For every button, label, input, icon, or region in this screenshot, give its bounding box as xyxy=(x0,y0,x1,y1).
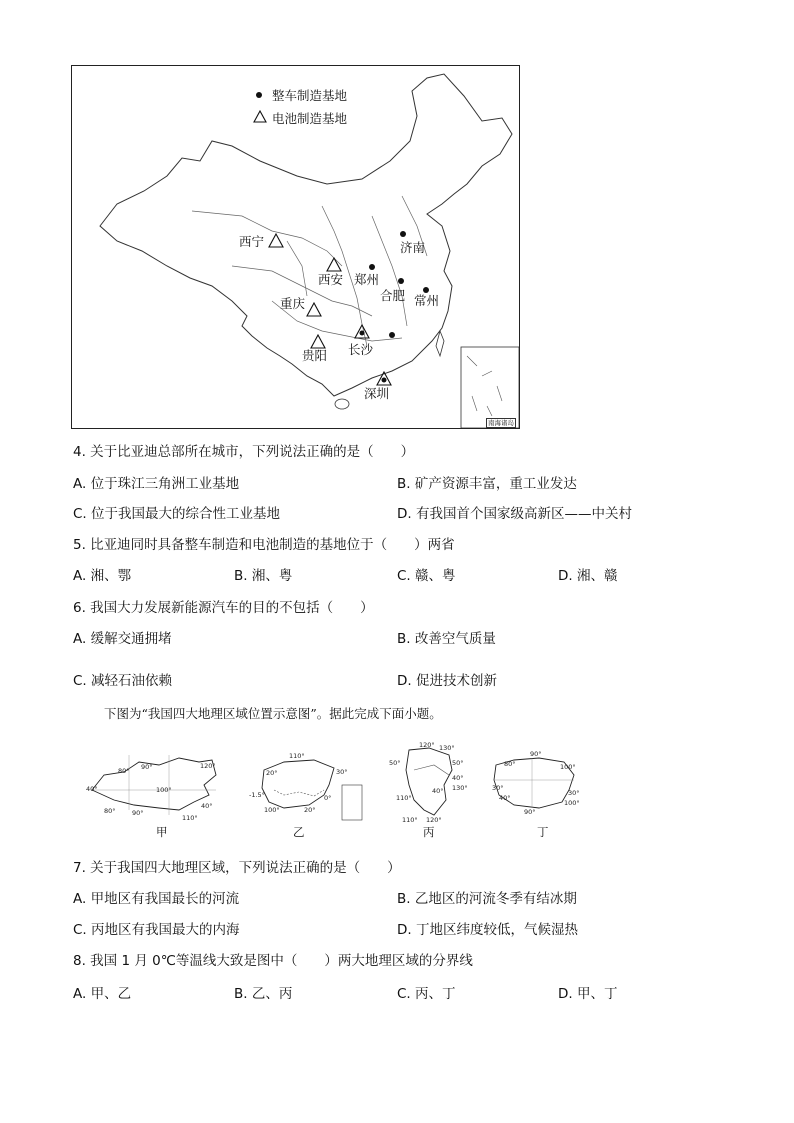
svg-text:130°: 130° xyxy=(452,784,468,792)
svg-text:40°: 40° xyxy=(452,774,464,782)
nanchang-dot-icon xyxy=(389,332,395,338)
svg-text:50°: 50° xyxy=(452,759,464,767)
region-jia-shape xyxy=(86,755,216,822)
svg-text:110°: 110° xyxy=(402,816,418,824)
hefei-dot-icon xyxy=(398,278,404,284)
svg-text:30°: 30° xyxy=(568,789,580,797)
q7-option-d[interactable]: D. 丁地区纬度较低，气候湿热 xyxy=(397,922,578,938)
city-changzhou: 常州 xyxy=(414,293,440,308)
svg-text:110°: 110° xyxy=(289,752,305,760)
q6-option-a[interactable]: A. 缓解交通拥堵 xyxy=(73,631,172,647)
city-guiyang: 贵阳 xyxy=(302,348,328,363)
svg-text:40°: 40° xyxy=(201,802,213,810)
q8-stem: 8. 我国 1 月 0℃等温线大致是图中（ ）两大地理区域的分界线 xyxy=(73,953,473,969)
svg-text:80°: 80° xyxy=(104,807,116,815)
city-shenzhen: 深圳 xyxy=(364,386,390,401)
svg-text:120°: 120° xyxy=(200,762,216,770)
svg-text:120°: 120° xyxy=(419,741,435,749)
changsha-triangle-icon xyxy=(354,324,370,339)
svg-text:30°: 30° xyxy=(492,784,504,792)
svg-text:20°: 20° xyxy=(304,806,316,814)
svg-text:90°: 90° xyxy=(530,750,542,758)
svg-text:130°: 130° xyxy=(439,744,455,752)
svg-text:100°: 100° xyxy=(564,799,580,807)
svg-text:110°: 110° xyxy=(182,814,198,822)
q4-option-d[interactable]: D. 有我国首个国家级高新区——中关村 xyxy=(397,506,632,522)
svg-text:20°: 20° xyxy=(266,769,278,777)
svg-text:40°: 40° xyxy=(86,785,98,793)
city-changsha: 长沙 xyxy=(348,342,374,357)
city-hefei: 合肥 xyxy=(380,288,406,303)
region-bing-shape xyxy=(389,741,468,824)
svg-text:90°: 90° xyxy=(524,808,536,816)
q6-option-c[interactable]: C. 减轻石油依赖 xyxy=(73,673,173,689)
jinan-dot-icon xyxy=(400,231,406,237)
legend-battery-label: 电池制造基地 xyxy=(272,111,348,126)
svg-text:40°: 40° xyxy=(499,794,511,802)
q6-stem: 6. 我国大力发展新能源汽车的目的不包括（ ） xyxy=(73,600,374,616)
q5-option-b[interactable]: B. 湘、粤 xyxy=(234,568,293,584)
q6-option-d[interactable]: D. 促进技术创新 xyxy=(397,673,497,689)
q7-option-b[interactable]: B. 乙地区的河流冬季有结冰期 xyxy=(397,891,577,907)
city-zhengzhou: 郑州 xyxy=(354,272,380,287)
svg-text:80°: 80° xyxy=(504,760,516,768)
svg-text:30°: 30° xyxy=(336,768,348,776)
china-map xyxy=(71,65,520,429)
q5-stem: 5. 比亚迪同时具备整车制造和电池制造的基地位于（ ）两省 xyxy=(73,537,455,553)
q4-option-b[interactable]: B. 矿产资源丰富，重工业发达 xyxy=(397,476,577,492)
region-label-bing: 丙 xyxy=(423,825,435,839)
city-xining: 西宁 xyxy=(239,234,265,249)
svg-text:-1.5°: -1.5° xyxy=(249,791,265,799)
city-xian: 西安 xyxy=(318,272,344,287)
chongqing-triangle-icon xyxy=(306,302,322,317)
svg-text:100°: 100° xyxy=(560,763,576,771)
svg-text:90°: 90° xyxy=(141,763,153,771)
q5-option-c[interactable]: C. 赣、粤 xyxy=(397,568,456,584)
q6-option-b[interactable]: B. 改善空气质量 xyxy=(397,631,496,647)
svg-text:90°: 90° xyxy=(132,809,144,817)
q4-stem: 4. 关于比亚迪总部所在城市，下列说法正确的是（ ） xyxy=(73,444,415,460)
region-label-jia: 甲 xyxy=(156,825,168,839)
svg-text:0°: 0° xyxy=(324,794,332,802)
q7-option-c[interactable]: C. 丙地区有我国最大的内海 xyxy=(73,922,240,938)
inset-label: 南海诸岛 xyxy=(488,419,514,427)
region-yi-shape xyxy=(249,752,362,820)
svg-text:80°: 80° xyxy=(118,767,130,775)
svg-text:100°: 100° xyxy=(156,786,172,794)
svg-text:100°: 100° xyxy=(264,806,280,814)
region-ding-shape xyxy=(492,750,580,816)
xining-triangle-icon xyxy=(268,233,284,248)
q8-option-d[interactable]: D. 甲、丁 xyxy=(558,986,618,1002)
svg-text:120°: 120° xyxy=(426,816,442,824)
region-label-ding: 丁 xyxy=(537,825,549,839)
triangle-legend-icon xyxy=(253,110,267,123)
svg-text:110°: 110° xyxy=(396,794,412,802)
q4-option-a[interactable]: A. 位于珠江三角洲工业基地 xyxy=(73,476,240,492)
dot-legend-icon xyxy=(256,92,262,98)
city-jinan: 济南 xyxy=(400,240,426,255)
figure-intro: 下图为“我国四大地理区域位置示意图”。据此完成下面小题。 xyxy=(104,706,442,721)
q8-option-a[interactable]: A. 甲、乙 xyxy=(73,986,132,1002)
city-chongqing: 重庆 xyxy=(280,296,306,311)
legend-vehicle-label: 整车制造基地 xyxy=(272,88,348,103)
q5-option-a[interactable]: A. 湘、鄂 xyxy=(73,568,132,584)
svg-text:50°: 50° xyxy=(389,759,401,767)
region-label-yi: 乙 xyxy=(293,825,305,839)
svg-text:40°: 40° xyxy=(432,787,444,795)
q7-stem: 7. 关于我国四大地理区域，下列说法正确的是（ ） xyxy=(73,860,401,876)
q8-option-b[interactable]: B. 乙、丙 xyxy=(234,986,293,1002)
q7-option-a[interactable]: A. 甲地区有我国最长的河流 xyxy=(73,891,240,907)
q8-option-c[interactable]: C. 丙、丁 xyxy=(397,986,456,1002)
q5-option-d[interactable]: D. 湘、赣 xyxy=(558,568,618,584)
q4-option-c[interactable]: C. 位于我国最大的综合性工业基地 xyxy=(73,506,281,522)
